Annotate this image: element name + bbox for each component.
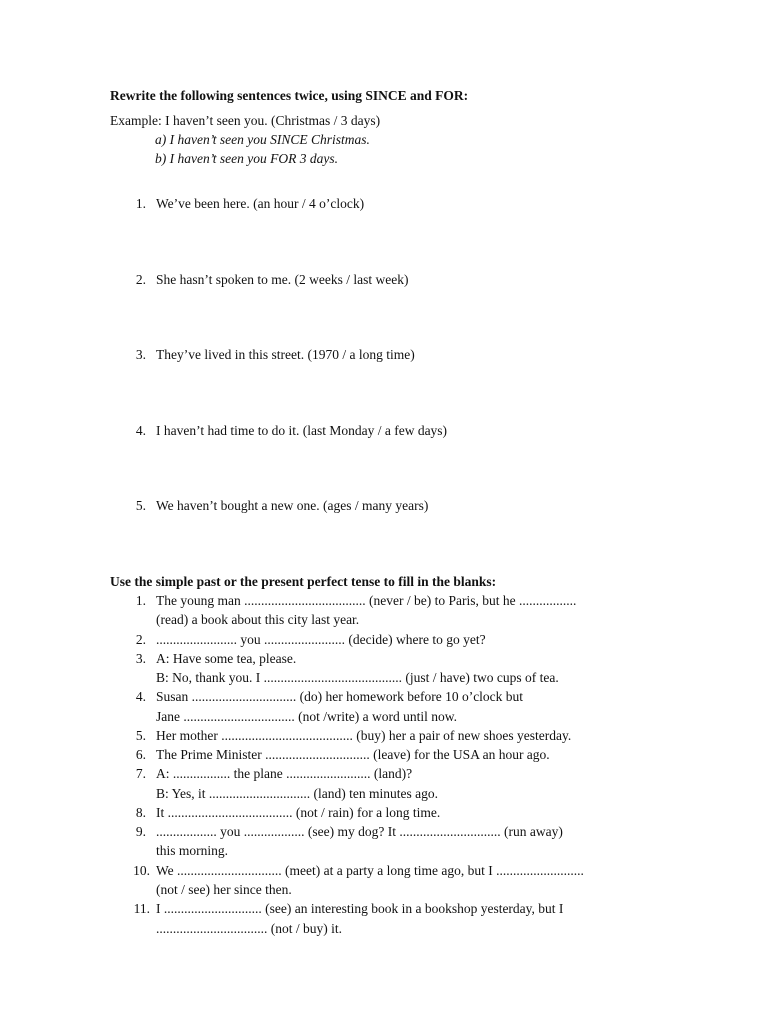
blank-item-line: It ..................................... (not / rain) for a long time.: [156, 805, 441, 820]
blank-item-line: Susan ............................... (do) her homework before 10 o’clock but: [156, 689, 524, 704]
blank-item-line: The Prime Minister ............................... (leave) for the USA an hour ago.: [156, 747, 550, 762]
blank-item-line: (read) a book about this city last year.: [156, 612, 360, 627]
blank-item-line: .................. you .................. (see) my dog? It .............................. (run away): [156, 824, 563, 839]
blank-item-line: The young man .................................... (never / be) to Paris, but he .................: [156, 593, 577, 608]
item-number: 2.: [135, 272, 146, 287]
item-number: 2.: [135, 632, 146, 647]
blank-item-line: Jane ................................. (not /write) a word until now.: [156, 709, 457, 724]
rewrite-item-text: We’ve been here. (an hour / 4 o’clock): [156, 196, 365, 211]
blank-item-line: ................................. (not / buy) it.: [156, 921, 342, 936]
section2-heading: Use the simple past or the present perfect tense to fill in the blanks:: [110, 574, 497, 589]
blank-item-line: B: Yes, it .............................. (land) ten minutes ago.: [156, 786, 438, 801]
item-number: 8.: [135, 805, 146, 820]
blank-item-line: We ............................... (meet) at a party a long time ago, but I ..........................: [156, 863, 584, 878]
item-number: 6.: [135, 747, 146, 762]
item-number: 10.: [133, 863, 150, 878]
rewrite-item-text: They’ve lived in this street. (1970 / a long time): [156, 347, 415, 362]
blank-item-line: I ............................. (see) an interesting book in a bookshop yesterday, but I: [156, 901, 564, 916]
blank-item-line: (not / see) her since then.: [156, 882, 292, 897]
item-number: 11.: [133, 901, 150, 916]
rewrite-item-text: I haven’t had time to do it. (last Monday / a few days): [156, 423, 448, 438]
rewrite-item-text: We haven’t bought a new one. (ages / many years): [156, 498, 429, 513]
section1-heading: Rewrite the following sentences twice, using SINCE and FOR:: [110, 88, 469, 103]
item-number: 7.: [135, 766, 146, 781]
item-number: 3.: [135, 651, 146, 666]
blank-item-line: B: No, thank you. I ......................................... (just / have) two cups of tea.: [156, 670, 559, 685]
example-answer-a: a) I haven’t seen you SINCE Christmas.: [155, 132, 370, 147]
example-sentence: Example: I haven’t seen you. (Christmas / 3 days): [110, 113, 381, 128]
item-number: 3.: [135, 347, 146, 362]
item-number: 1.: [135, 593, 146, 608]
blank-item-line: ........................ you ........................ (decide) where to go yet?: [156, 632, 486, 647]
item-number: 5.: [135, 728, 146, 743]
blank-item-line: A: Have some tea, please.: [156, 651, 297, 666]
item-number: 1.: [135, 196, 146, 211]
item-number: 4.: [135, 423, 146, 438]
item-number: 9.: [135, 824, 146, 839]
blank-item-line: this morning.: [156, 843, 229, 858]
example-answer-b: b) I haven’t seen you FOR 3 days.: [155, 151, 338, 166]
blank-item-line: Her mother ....................................... (buy) her a pair of new shoes yesterday.: [156, 728, 572, 743]
item-number: 5.: [135, 498, 146, 513]
rewrite-item-text: She hasn’t spoken to me. (2 weeks / last week): [156, 272, 409, 287]
blank-item-line: A: ................. the plane ......................... (land)?: [156, 766, 413, 781]
item-number: 4.: [135, 689, 146, 704]
